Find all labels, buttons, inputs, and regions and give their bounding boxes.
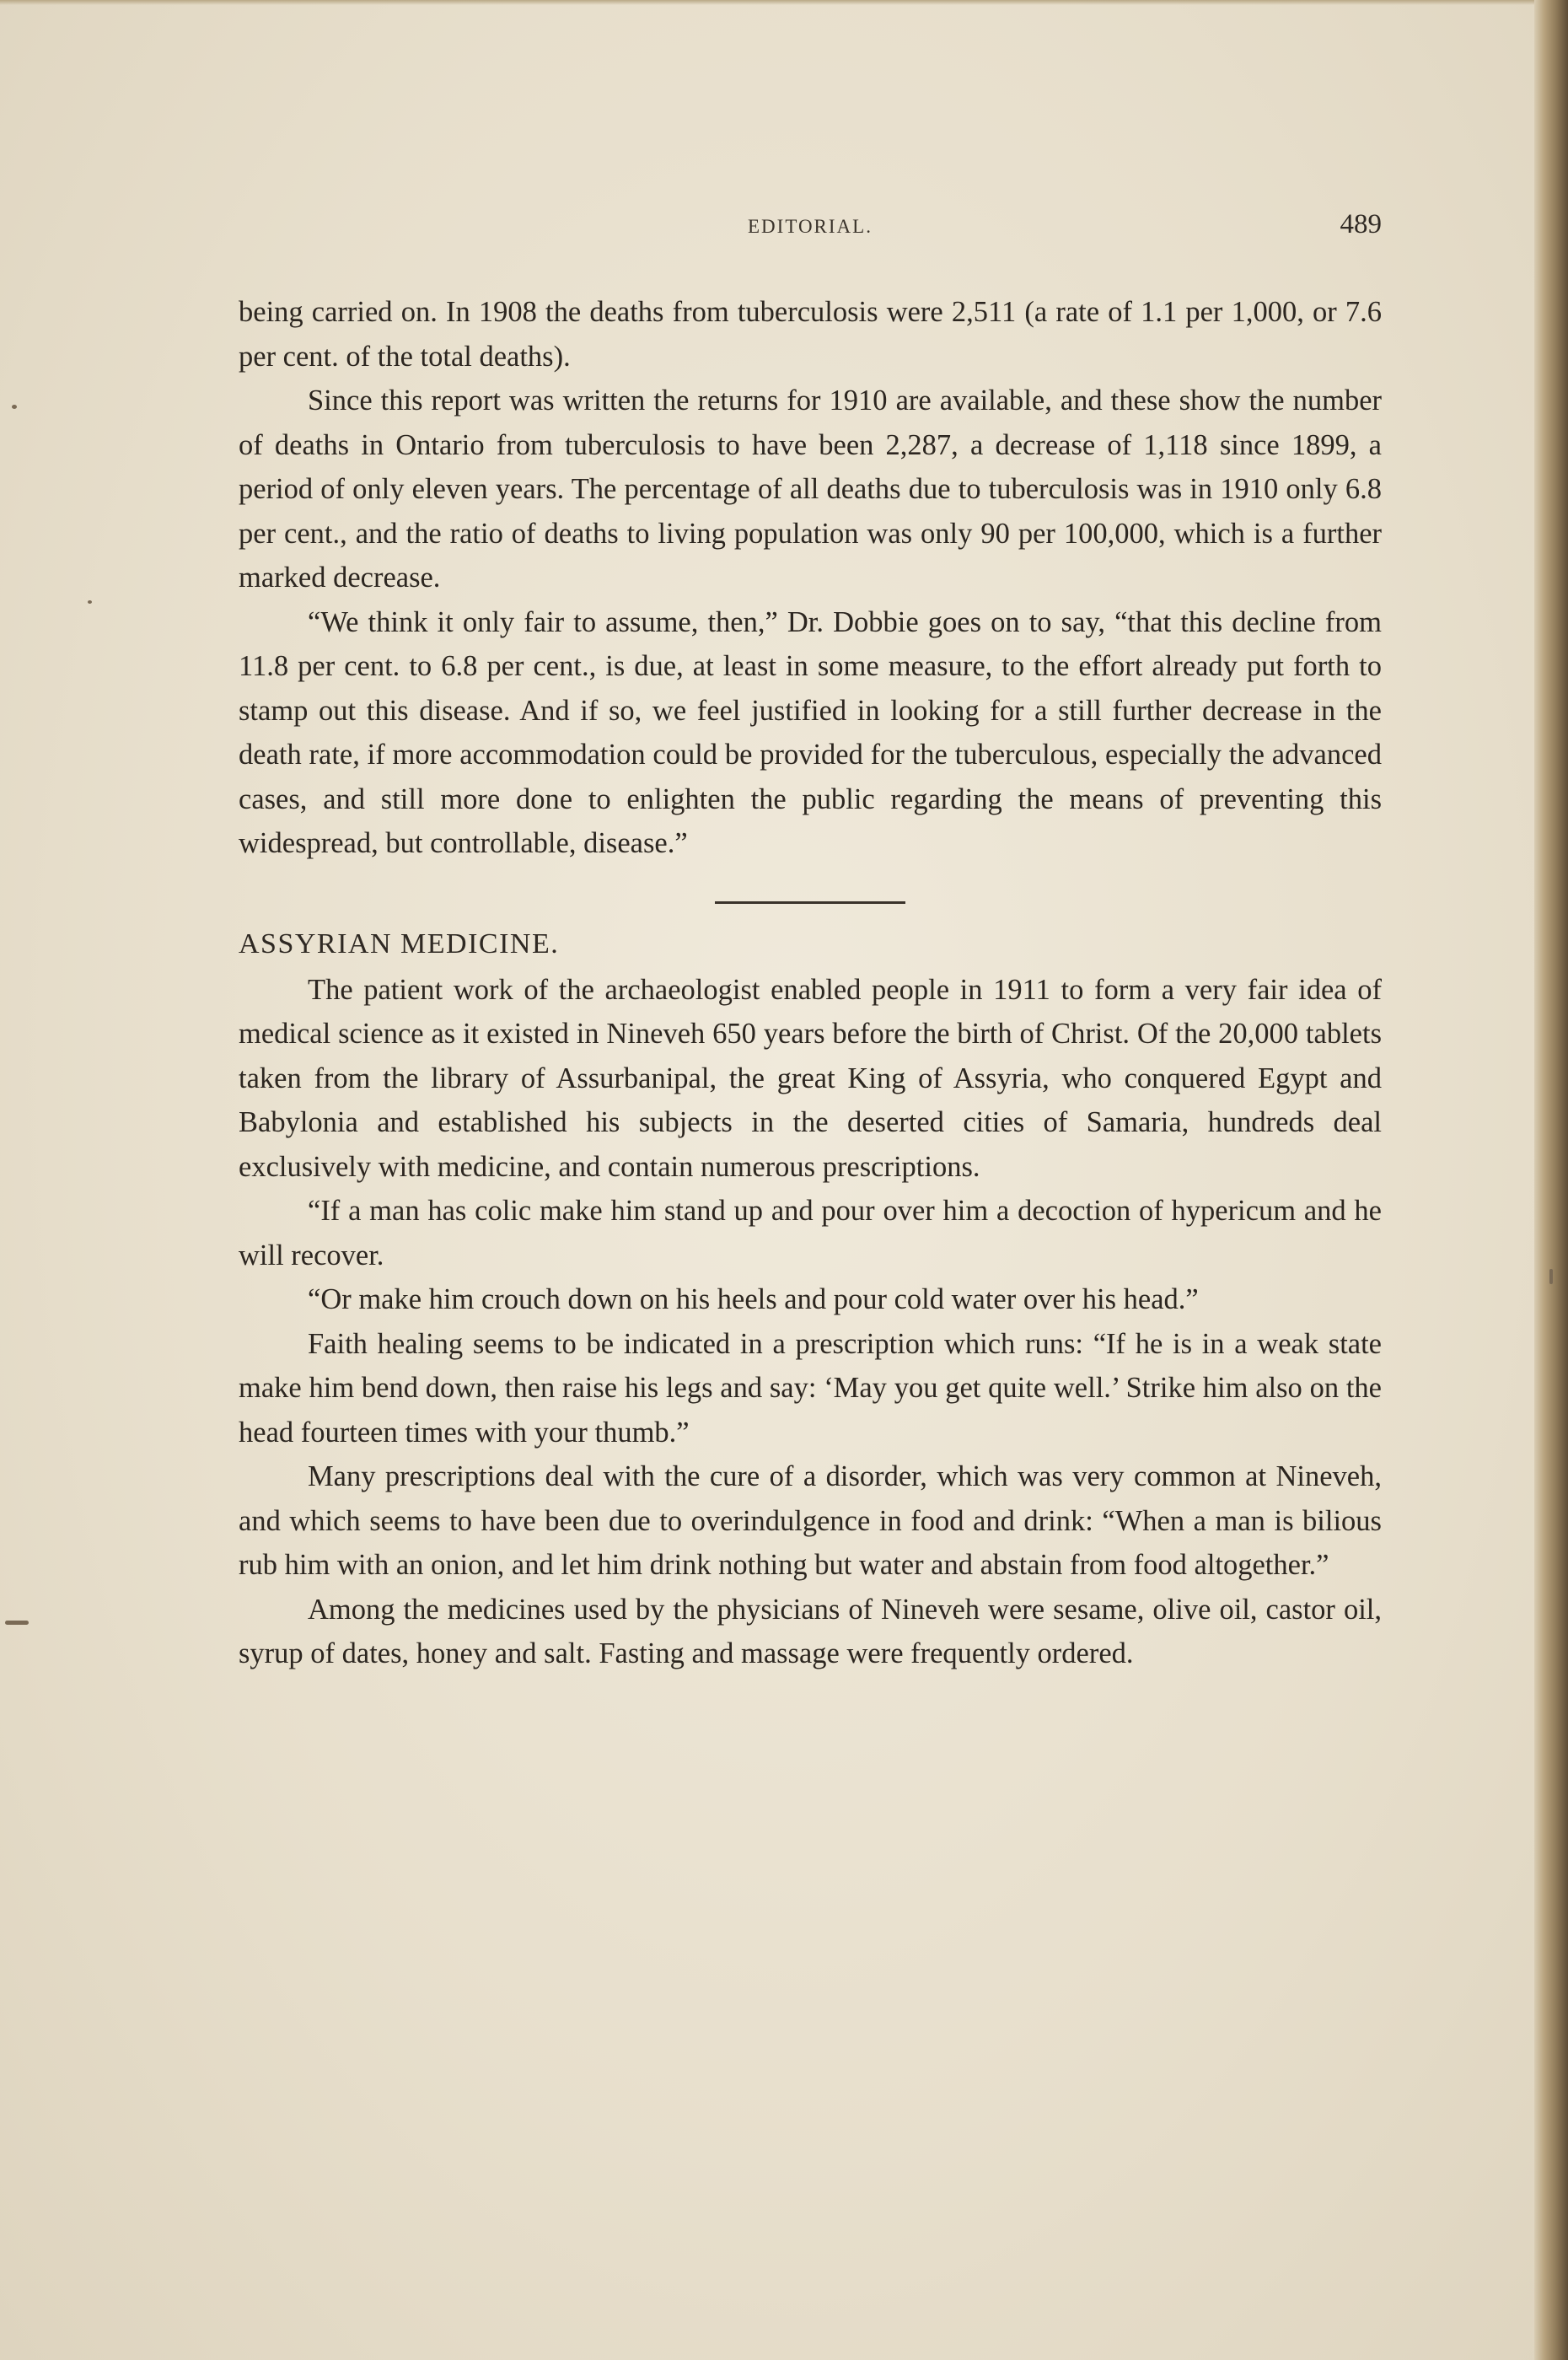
paragraph: Since this report was written the returns for 1910 are available, and these show the number of deaths in Ontario from tuberculosis to have been 2,287, a decrease of 1,118 since 1899, a period of only eleven years. The percentage of all deaths due to tuberculosis was in 1910 only 6.8 per cent., and the ratio of deaths to living population was only 90 per 100,000, which is a further marked decrease. [239, 384, 1382, 594]
paragraph: Many prescriptions deal with the cure of a disorder, which was very common at Nineveh, and which seems to have been due to overindulgence in food and drink: “When a man is bilious rub him with an onion, and let him drink nothing but water and abstain from food altogether.” [239, 1460, 1382, 1581]
paragraph-continued: being carried on. In 1908 the deaths from tuberculosis were 2,511 (a rate of 1.1 per 1,000, or 7.6 per cent. of the total deaths). [239, 296, 1382, 373]
paper-speck [1549, 1269, 1553, 1284]
section-divider [715, 901, 905, 904]
section-heading: ASSYRIAN MEDICINE. [239, 927, 560, 960]
page-top-edge [0, 0, 1568, 5]
paragraph: Among the medicines used by the physicians of Nineveh were sesame, olive oil, castor oil, syrup of dates, honey and salt. Fasting and massage were frequently ordered. [239, 1593, 1382, 1669]
paper-speck [5, 1621, 29, 1625]
running-title: EDITORIAL. [748, 216, 873, 237]
paper-speck [12, 405, 17, 409]
page-number: 489 [1340, 209, 1382, 239]
article-body [239, 290, 1382, 1676]
paragraph: “Or make him crouch down on his heels and pour cold water over his head.” [308, 1283, 1199, 1315]
binding-edge [1534, 0, 1568, 2360]
paragraph: The patient work of the archaeologist enabled people in 1911 to form a very fair idea of medical science as it existed in Nineveh 650 years before the birth of Christ. Of the 20,000 tablets taken from the library of Assurbanipal, the great King of Assyria, who conquered Egypt and Babylonia and established his subjects in the deserted cities of Samaria, hundreds deal exclusively with medicine, and contain numerous prescriptions. [239, 973, 1382, 1183]
paragraph: Faith healing seems to be indicated in a prescription which runs: “If he is in a weak state make him bend down, then raise his legs and say: ‘May you get quite well.’ Strike him also on the head fourteen times with your thumb.” [239, 1327, 1382, 1449]
running-header [239, 209, 1382, 256]
paragraph: “If a man has colic make him stand up and pour over him a decoction of hypericum and he will recover. [239, 1195, 1382, 1271]
paragraph-quote: “We think it only fair to assume, then,” Dr. Dobbie goes on to say, “that this decline from 11.8 per cent. to 6.8 per cent., is due, at least in some measure, to the effort already put forth to stamp out this disease. And if so, we feel justified in looking for a still further decrease in the death rate, if more accommodation could be provided for the tuberculous, especially the advanced cases, and still more done to enlighten the public regarding the means of preventing this widespread, but controllable, disease.” [239, 605, 1382, 859]
book-page [239, 209, 1382, 1676]
paper-speck [88, 600, 92, 604]
